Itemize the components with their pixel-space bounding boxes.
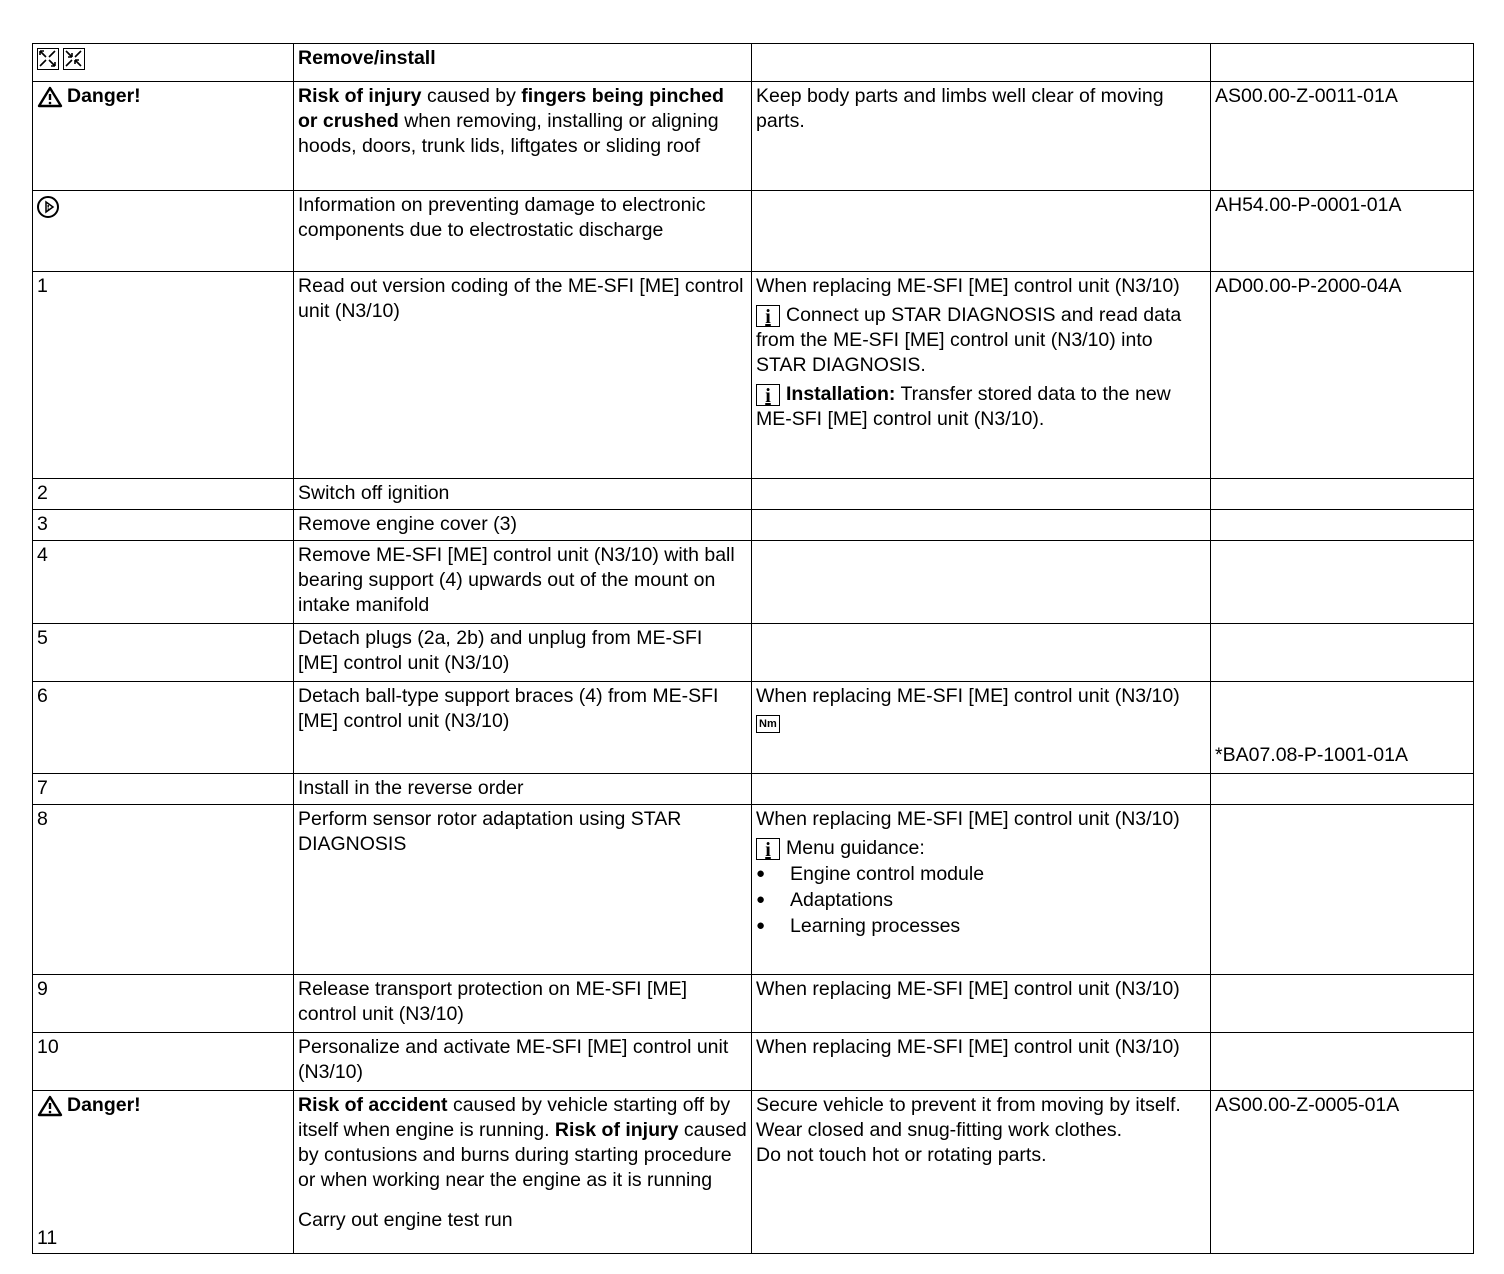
step-text: Remove engine cover (3) <box>294 510 752 541</box>
step-text: Install in the reverse order <box>294 774 752 805</box>
step-number: 8 <box>33 805 294 975</box>
table-row <box>33 510 1474 541</box>
danger-text: Risk of injury caused by fingers being pinched or crushed when removing, installing or aligning hoods, doors, trunk lids, liftgates or sliding roof <box>294 82 752 191</box>
step-condition: When replacing ME-SFI [ME] control unit (N3/10) <box>752 975 1211 1033</box>
table-row <box>33 1033 1474 1091</box>
danger-action: Keep body parts and limbs well clear of moving parts. <box>752 82 1211 191</box>
step-number: 4 <box>33 541 294 624</box>
table-row <box>33 805 1474 975</box>
step-number: 2 <box>33 479 294 510</box>
step-ref: AD00.00-P-2000-04A <box>1211 272 1474 479</box>
step-condition: When replacing ME-SFI [ME] control unit (N3/10) i Connect up STAR DIAGNOSIS and read data from the ME-SFI [ME] control unit (N3/10) into STAR DIAGNOSIS. i Installation: Transfer stored data to the new ME-SFI [ME] control unit (N3/10). <box>752 272 1211 479</box>
danger-label: Danger! <box>37 84 141 109</box>
step-ref: *BA07.08-P-1001-01A <box>1211 682 1474 774</box>
step-number: 3 <box>33 510 294 541</box>
torque-nm-icon: Nm <box>756 715 780 733</box>
install-icon <box>63 48 85 70</box>
step-text: Personalize and activate ME-SFI [ME] control unit (N3/10) <box>294 1033 752 1091</box>
step-number: 5 <box>33 624 294 682</box>
esd-ref: AH54.00-P-0001-01A <box>1211 191 1474 272</box>
step-condition: When replacing ME-SFI [ME] control unit (N3/10) <box>752 1033 1211 1091</box>
danger-row-2 <box>33 1091 1474 1254</box>
bullet-icon: ● <box>756 891 766 908</box>
table-row <box>33 975 1474 1033</box>
step-number: 10 <box>33 1033 294 1091</box>
danger-row-1 <box>33 82 1474 191</box>
step-text: Detach plugs (2a, 2b) and unplug from ME-SFI [ME] control unit (N3/10) <box>294 624 752 682</box>
procedure-table <box>32 43 1474 1254</box>
step-number: 1 <box>33 272 294 479</box>
remove-icon <box>37 48 59 70</box>
step-text: Read out version coding of the ME-SFI [ME] control unit (N3/10) <box>294 272 752 479</box>
bullet-icon: ● <box>756 917 766 934</box>
table-row <box>33 541 1474 624</box>
step-text: Detach ball-type support braces (4) from ME-SFI [ME] control unit (N3/10) <box>294 682 752 774</box>
step-number: 6 <box>33 682 294 774</box>
info-icon: i <box>756 838 780 860</box>
header-icons-cell <box>33 44 294 82</box>
danger-ref: AS00.00-Z-0005-01A <box>1211 1091 1474 1254</box>
step-condition: When replacing ME-SFI [ME] control unit (N3/10) i Menu guidance: ● Engine control module ● Adaptations ● Learning processes <box>752 805 1211 975</box>
danger-label: Danger! <box>37 1093 141 1118</box>
step-number: 9 <box>33 975 294 1033</box>
step-text: Perform sensor rotor adaptation using STAR DIAGNOSIS <box>294 805 752 975</box>
table-row <box>33 479 1474 510</box>
table-row <box>33 624 1474 682</box>
esd-row <box>33 191 1474 272</box>
header-title: Remove/install <box>294 44 752 82</box>
warning-triangle-icon <box>37 86 63 108</box>
info-icon: i <box>756 305 780 327</box>
bullet-icon: ● <box>756 865 766 882</box>
danger-text: Risk of accident caused by vehicle starting off by itself when engine is running. Risk of injury caused by contusions and burns during starting procedure or when working near the engine as it is running <box>298 1094 747 1191</box>
step-condition: When replacing ME-SFI [ME] control unit (N3/10) Nm <box>752 682 1211 774</box>
list-item: ● Engine control module <box>756 863 985 885</box>
table-row <box>33 682 1474 774</box>
step-text: Carry out engine test run <box>298 1209 513 1231</box>
info-icon: i <box>756 384 780 406</box>
warning-triangle-icon <box>37 1095 63 1117</box>
header-row <box>33 44 1474 82</box>
table-row <box>33 774 1474 805</box>
list-item: ● Adaptations <box>756 889 893 911</box>
esd-info-icon <box>37 196 59 218</box>
step-text: Release transport protection on ME-SFI [ME] control unit (N3/10) <box>294 975 752 1033</box>
danger-ref: AS00.00-Z-0011-01A <box>1211 82 1474 191</box>
step-text: Switch off ignition <box>294 479 752 510</box>
step-number: 11 <box>37 1227 58 1249</box>
step-number: 7 <box>33 774 294 805</box>
esd-text: Information on preventing damage to electronic components due to electrostatic discharge <box>294 191 752 272</box>
table-row <box>33 272 1474 479</box>
list-item: ● Learning processes <box>756 915 961 937</box>
danger-action: Secure vehicle to prevent it from moving by itself. Wear closed and snug-fitting work clothes. Do not touch hot or rotating parts. <box>752 1091 1211 1254</box>
step-text: Remove ME-SFI [ME] control unit (N3/10) with ball bearing support (4) upwards out of the mount on intake manifold <box>294 541 752 624</box>
